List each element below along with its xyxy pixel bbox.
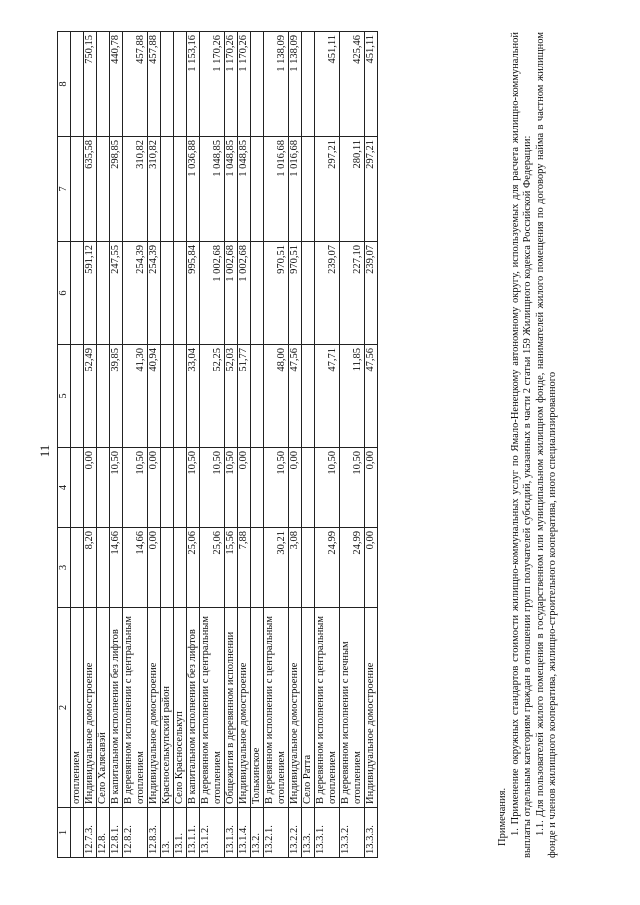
table-row (84, 32, 97, 858)
row-code-cell: 13.2.1. (264, 808, 289, 858)
value-cell (71, 32, 84, 137)
value-cell: 0,00 (148, 528, 161, 608)
table-row (315, 32, 340, 858)
value-cell (97, 32, 110, 137)
value-cell (302, 137, 315, 242)
value-cell: 1 002,68 (238, 242, 251, 345)
value-cell: 1 138,09 (264, 32, 289, 137)
value-cell: 457,88 (148, 32, 161, 137)
value-cell: 30,21 (264, 528, 289, 608)
row-name-cell: В деревянном исполнении с центральным отоплением (200, 608, 225, 808)
table-row (161, 32, 174, 858)
value-cell: 0,00 (365, 528, 378, 608)
value-cell: 297,21 (365, 137, 378, 242)
value-cell: 970,51 (289, 242, 302, 345)
table-row (148, 32, 161, 858)
value-cell (97, 242, 110, 345)
column-header: 1 (58, 808, 71, 858)
row-name-cell: В деревянном исполнении с центральным отоплением (264, 608, 289, 808)
row-name-cell: Красноселькупский район (161, 608, 174, 808)
row-name-cell: В деревянном исполнении с печным отоплением (340, 608, 365, 808)
value-cell: 239,07 (315, 242, 340, 345)
table-row (289, 32, 302, 858)
value-cell (174, 448, 187, 528)
value-cell (251, 137, 264, 242)
value-cell: 247,55 (110, 242, 123, 345)
row-code-cell: 13.1.1. (187, 808, 200, 858)
value-cell: 40,94 (148, 345, 161, 448)
row-name-cell: Индивидуальное домостроение (365, 608, 378, 808)
header-row (58, 32, 71, 858)
value-cell (174, 137, 187, 242)
value-cell: 425,46 (340, 32, 365, 137)
value-cell: 298,85 (110, 137, 123, 242)
value-cell (302, 345, 315, 448)
table-row (174, 32, 187, 858)
value-cell (251, 345, 264, 448)
value-cell (161, 137, 174, 242)
table-row (340, 32, 365, 858)
value-cell: 10,50 (315, 448, 340, 528)
value-cell (97, 345, 110, 448)
row-code-cell: 13.1.3. (225, 808, 238, 858)
value-cell: 750,15 (84, 32, 97, 137)
table-body (71, 32, 378, 858)
rotated-page-content (57, 32, 567, 858)
row-name-cell: Толькинское (251, 608, 264, 808)
row-code-cell: 13. (161, 808, 174, 858)
value-cell (302, 528, 315, 608)
value-cell: 1 138,09 (289, 32, 302, 137)
value-cell (251, 528, 264, 608)
row-code-cell: 12.8.1. (110, 808, 123, 858)
value-cell: 25,06 (200, 528, 225, 608)
value-cell (174, 32, 187, 137)
value-cell: 1 170,26 (238, 32, 251, 137)
value-cell: 1 002,68 (225, 242, 238, 345)
table-row (71, 32, 84, 858)
value-cell: 25,06 (187, 528, 200, 608)
value-cell: 1 036,88 (187, 137, 200, 242)
row-code-cell (71, 808, 84, 858)
row-name-cell: Село Ратта (302, 608, 315, 808)
row-code-cell: 13.1.4. (238, 808, 251, 858)
value-cell (251, 32, 264, 137)
value-cell (71, 137, 84, 242)
value-cell: 227,10 (340, 242, 365, 345)
value-cell: 47,71 (315, 345, 340, 448)
value-cell (161, 242, 174, 345)
value-cell: 1 170,26 (200, 32, 225, 137)
value-cell: 280,11 (340, 137, 365, 242)
value-cell (97, 528, 110, 608)
row-code-cell: 13.2.2. (289, 808, 302, 858)
row-name-cell: В капитальном исполнении без лифтов (187, 608, 200, 808)
row-name-cell: Индивидуальное домостроение (238, 608, 251, 808)
value-cell: 0,00 (289, 448, 302, 528)
row-code-cell: 13.3.1. (315, 808, 340, 858)
value-cell: 7,88 (238, 528, 251, 608)
value-cell: 310,82 (123, 137, 148, 242)
row-name-cell: Индивидуальное домостроение (84, 608, 97, 808)
value-cell: 52,03 (225, 345, 238, 448)
column-header: 8 (58, 32, 71, 137)
row-code-cell: 13.1. (174, 808, 187, 858)
row-name-cell: отоплением (71, 608, 84, 808)
value-cell (71, 528, 84, 608)
table-row (225, 32, 238, 858)
notes-paragraph-1-1: 1.1. Для пользователей жилого помещения в государственном или муниципальном жилищном фонде, нанимателей жилого помещения по договору найма в частном жилищном фонде и членов жилищного кооператива, жилищно-строительного кооператива, иного специализированного (534, 32, 558, 858)
row-code-cell: 12.7.3. (84, 808, 97, 858)
value-cell: 1 016,68 (264, 137, 289, 242)
value-cell: 3,08 (289, 528, 302, 608)
row-name-cell: Индивидуальное домостроение (289, 608, 302, 808)
value-cell: 10,50 (187, 448, 200, 528)
value-cell: 8,20 (84, 528, 97, 608)
row-code-cell: 12.8.3. (148, 808, 161, 858)
value-cell (97, 448, 110, 528)
notes-heading: Примечания. (497, 787, 508, 846)
value-cell (71, 448, 84, 528)
value-cell: 0,00 (365, 448, 378, 528)
value-cell: 33,04 (187, 345, 200, 448)
value-cell (161, 345, 174, 448)
value-cell: 14,66 (123, 528, 148, 608)
value-cell (302, 32, 315, 137)
value-cell: 451,11 (315, 32, 340, 137)
value-cell (251, 448, 264, 528)
value-cell (302, 448, 315, 528)
value-cell: 995,84 (187, 242, 200, 345)
row-name-cell: Индивидуальное домостроение (148, 608, 161, 808)
row-name-cell: Село Красноселькуп (174, 608, 187, 808)
row-code-cell: 13.3. (302, 808, 315, 858)
value-cell: 10,50 (110, 448, 123, 528)
value-cell: 47,56 (289, 345, 302, 448)
value-cell: 48,00 (264, 345, 289, 448)
table-row (123, 32, 148, 858)
table-row (238, 32, 251, 858)
value-cell: 970,51 (264, 242, 289, 345)
value-cell (161, 528, 174, 608)
row-code-cell: 12.8. (97, 808, 110, 858)
table-row (200, 32, 225, 858)
column-header: 5 (58, 345, 71, 448)
value-cell (174, 242, 187, 345)
table-row (302, 32, 315, 858)
value-cell (251, 242, 264, 345)
column-header: 3 (58, 528, 71, 608)
table-row (365, 32, 378, 858)
value-cell: 52,25 (200, 345, 225, 448)
value-cell (302, 242, 315, 345)
value-cell (161, 448, 174, 528)
value-cell: 1 153,16 (187, 32, 200, 137)
value-cell: 51,77 (238, 345, 251, 448)
row-name-cell: Село Халясавэй (97, 608, 110, 808)
column-header: 6 (58, 242, 71, 345)
value-cell: 10,50 (340, 448, 365, 528)
table-row (251, 32, 264, 858)
row-code-cell: 13.2. (251, 808, 264, 858)
value-cell: 41,30 (123, 345, 148, 448)
value-cell: 11,85 (340, 345, 365, 448)
value-cell: 239,07 (365, 242, 378, 345)
table-row (97, 32, 110, 858)
value-cell: 1 048,85 (200, 137, 225, 242)
value-cell: 0,00 (238, 448, 251, 528)
value-cell: 254,39 (148, 242, 161, 345)
value-cell: 0,00 (148, 448, 161, 528)
column-header: 4 (58, 448, 71, 528)
row-name-cell: Общежития в деревянном исполнении (225, 608, 238, 808)
value-cell: 1 048,85 (225, 137, 238, 242)
row-code-cell: 13.1.2. (200, 808, 225, 858)
row-name-cell: В деревянном исполнении с центральным отоплением (315, 608, 340, 808)
row-code-cell: 12.8.2. (123, 808, 148, 858)
row-name-cell: В деревянном исполнении с центральным отоплением (123, 608, 148, 808)
value-cell: 24,99 (315, 528, 340, 608)
value-cell: 14,66 (110, 528, 123, 608)
page-number: 11 (37, 444, 52, 458)
value-cell: 52,49 (84, 345, 97, 448)
row-name-cell: В капитальном исполнении без лифтов (110, 608, 123, 808)
table-row (110, 32, 123, 858)
value-cell: 457,88 (123, 32, 148, 137)
table-row (264, 32, 289, 858)
value-cell: 451,11 (365, 32, 378, 137)
notes-paragraph-1: 1. Применение окружных стандартов стоимости жилищно-коммунальных услуг по Ямало-Ненецкому автономному округу, используемых для расчета жилищно-коммунальной выплаты отдельным категориям граждан в отношении групп получателей субсидий, указанных в части 2 статьи 159 Жилищного кодекса Российской Федерации: (509, 32, 533, 858)
value-cell: 635,58 (84, 137, 97, 242)
value-cell: 47,56 (365, 345, 378, 448)
value-cell: 1 048,85 (238, 137, 251, 242)
value-cell (161, 32, 174, 137)
column-header: 7 (58, 137, 71, 242)
value-cell: 24,99 (340, 528, 365, 608)
notes-section (497, 32, 560, 858)
row-code-cell: 13.3.2. (340, 808, 365, 858)
value-cell: 0,00 (84, 448, 97, 528)
value-cell: 591,12 (84, 242, 97, 345)
value-cell: 1 170,26 (225, 32, 238, 137)
value-cell: 254,39 (123, 242, 148, 345)
value-cell: 297,21 (315, 137, 340, 242)
value-cell (174, 528, 187, 608)
value-cell: 440,78 (110, 32, 123, 137)
value-cell (71, 345, 84, 448)
value-cell (97, 137, 110, 242)
table-row (187, 32, 200, 858)
value-cell: 310,82 (148, 137, 161, 242)
value-cell (71, 242, 84, 345)
value-cell: 39,85 (110, 345, 123, 448)
value-cell: 15,56 (225, 528, 238, 608)
value-cell: 1 002,68 (200, 242, 225, 345)
value-cell: 1 016,68 (289, 137, 302, 242)
value-cell (174, 345, 187, 448)
value-cell: 10,50 (264, 448, 289, 528)
value-cell: 10,50 (225, 448, 238, 528)
row-code-cell: 13.3.3. (365, 808, 378, 858)
value-cell: 10,50 (123, 448, 148, 528)
tariff-table (57, 31, 378, 858)
column-header: 2 (58, 608, 71, 808)
value-cell: 10,50 (200, 448, 225, 528)
